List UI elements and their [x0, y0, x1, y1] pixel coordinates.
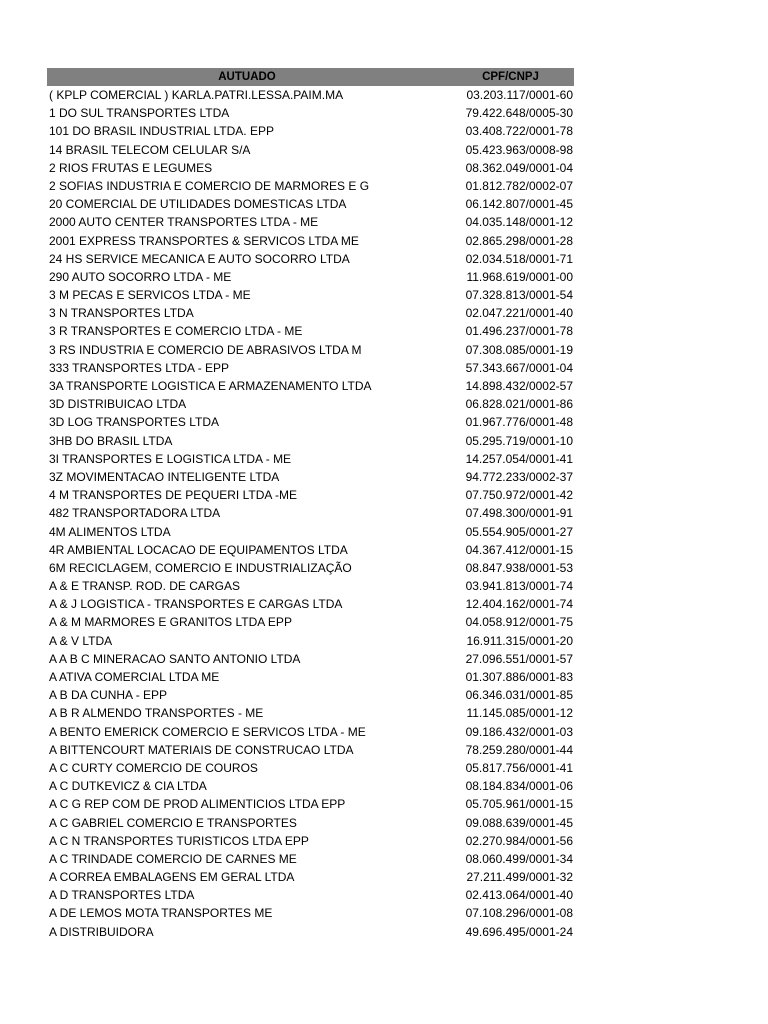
table-row — [47, 141, 574, 159]
table-row — [47, 232, 574, 250]
autuado-cell: 3 R TRANSPORTES E COMERCIO LTDA - ME — [49, 324, 303, 339]
table-row — [47, 795, 574, 813]
autuado-cell: 101 DO BRASIL INDUSTRIAL LTDA. EPP — [49, 124, 274, 139]
table-row — [47, 450, 574, 468]
autuado-cell: 2 SOFIAS INDUSTRIA E COMERCIO DE MARMORES E G — [49, 178, 370, 193]
cpf-cnpj-cell: 03.408.722/0001-78 — [465, 124, 573, 139]
table-row — [47, 104, 574, 122]
autuado-cell: A C DUTKEVICZ & CIA LTDA — [49, 779, 207, 794]
cpf-cnpj-cell: 02.047.221/0001-40 — [465, 306, 573, 321]
autuado-cell: 24 HS SERVICE MECANICA E AUTO SOCORRO LTDA — [49, 251, 350, 266]
cpf-cnpj-cell: 09.088.639/0001-45 — [465, 815, 573, 830]
table-row — [47, 886, 574, 904]
autuado-cell: A DISTRIBUIDORA — [49, 924, 154, 939]
table-row — [47, 413, 574, 431]
table-row — [47, 741, 574, 759]
autuado-cell: A C N TRANSPORTES TURISTICOS LTDA EPP — [49, 833, 309, 848]
table-row — [47, 523, 574, 541]
autuado-cell: 2000 AUTO CENTER TRANSPORTES LTDA - ME — [49, 215, 319, 230]
table-row — [47, 359, 574, 377]
cpf-cnpj-cell: 07.498.300/0001-91 — [465, 506, 573, 521]
autuado-cell: A & E TRANSP. ROD. DE CARGAS — [49, 579, 240, 594]
cpf-cnpj-cell: 06.142.807/0001-45 — [465, 197, 573, 212]
cpf-cnpj-cell: 04.367.412/0001-15 — [465, 542, 573, 557]
table-row — [47, 268, 574, 286]
autuado-cell: 3A TRANSPORTE LOGISTICA E ARMAZENAMENTO LTDA — [49, 379, 372, 393]
cpf-cnpj-cell: 02.034.518/0001-71 — [465, 251, 573, 266]
cpf-cnpj-cell: 14.898.432/0002-57 — [465, 379, 573, 393]
table-row — [47, 541, 574, 559]
autuado-cell: A ATIVA COMERCIAL LTDA ME — [49, 670, 220, 684]
cpf-cnpj-cell: 01.812.782/0002-07 — [465, 178, 573, 193]
autuado-cell: 14 BRASIL TELECOM CELULAR S/A — [49, 142, 251, 157]
cpf-cnpj-cell: 07.108.296/0001-08 — [465, 906, 573, 921]
autuado-cell: 2001 EXPRESS TRANSPORTES & SERVICOS LTDA ME — [49, 233, 359, 248]
cpf-cnpj-cell: 79.422.648/0005-30 — [465, 106, 573, 121]
table-row — [47, 650, 574, 668]
autuado-cell: A & V LTDA — [49, 633, 113, 648]
table-row — [47, 341, 574, 359]
cpf-cnpj-cell: 06.828.021/0001-86 — [465, 397, 573, 412]
cpf-cnpj-cell: 08.060.499/0001-34 — [465, 851, 573, 866]
autuado-cell: A C GABRIEL COMERCIO E TRANSPORTES — [49, 815, 297, 830]
table-row — [47, 432, 574, 450]
autuado-cell: 290 AUTO SOCORRO LTDA - ME — [49, 269, 232, 284]
cpf-cnpj-cell: 06.346.031/0001-85 — [465, 688, 573, 703]
table-body — [47, 86, 574, 941]
table-row — [47, 668, 574, 686]
header-autuado: AUTUADO — [218, 71, 276, 83]
cpf-cnpj-cell: 27.211.499/0001-32 — [466, 870, 573, 885]
autuado-cell: ( KPLP COMERCIAL ) KARLA.PATRI.LESSA.PAIM.MA — [49, 88, 344, 102]
table-row — [47, 777, 574, 795]
table-row — [47, 504, 574, 522]
table-row — [47, 759, 574, 777]
table-row — [47, 904, 574, 922]
autuado-cell: 4M ALIMENTOS LTDA — [49, 524, 171, 539]
table-row — [47, 686, 574, 704]
table-row — [47, 577, 574, 595]
header-cpf-cnpj: CPF/CNPJ — [482, 71, 539, 83]
autuado-cell: 3 N TRANSPORTES LTDA — [49, 306, 194, 321]
table-row — [47, 704, 574, 722]
table-row — [47, 923, 574, 941]
autuado-cell: 4R AMBIENTAL LOCACAO DE EQUIPAMENTOS LTDA — [49, 542, 348, 557]
cpf-cnpj-cell: 09.186.432/0001-03 — [465, 724, 573, 739]
table-row — [47, 177, 574, 195]
autuado-cell: 3HB DO BRASIL LTDA — [49, 433, 173, 448]
cpf-cnpj-cell: 08.362.049/0001-04 — [465, 160, 573, 175]
autuado-cell: 1 DO SUL TRANSPORTES LTDA — [49, 106, 230, 121]
cpf-cnpj-cell: 57.343.667/0001-04 — [465, 360, 573, 375]
cpf-cnpj-cell: 07.308.085/0001-19 — [465, 342, 573, 357]
cpf-cnpj-cell: 07.750.972/0001-42 — [465, 488, 573, 503]
autuado-cell: 3D DISTRIBUICAO LTDA — [49, 397, 187, 412]
table-row — [47, 613, 574, 631]
autuado-cell: A DE LEMOS MOTA TRANSPORTES ME — [49, 906, 273, 921]
autuado-cell: A BENTO EMERICK COMERCIO E SERVICOS LTDA - ME — [49, 724, 366, 739]
table-header — [47, 68, 574, 86]
cpf-cnpj-cell: 11.145.085/0001-12 — [466, 706, 573, 721]
cpf-cnpj-cell: 04.035.148/0001-12 — [465, 215, 573, 230]
cpf-cnpj-cell: 12.404.162/0001-74 — [465, 597, 573, 612]
table-row — [47, 723, 574, 741]
autuado-cell: 3Z MOVIMENTACAO INTELIGENTE LTDA — [49, 469, 280, 484]
table-row — [47, 595, 574, 613]
table-row — [47, 86, 574, 104]
table-row — [47, 814, 574, 832]
table-row — [47, 632, 574, 650]
cpf-cnpj-cell: 05.817.756/0001-41 — [465, 760, 573, 775]
autuado-cell: A B R ALMENDO TRANSPORTES - ME — [49, 706, 264, 721]
cpf-cnpj-cell: 78.259.280/0001-44 — [465, 742, 573, 757]
table-row — [47, 832, 574, 850]
table-row — [47, 850, 574, 868]
autuado-cell: A D TRANSPORTES LTDA — [49, 888, 195, 903]
autuado-cell: 482 TRANSPORTADORA LTDA — [49, 506, 221, 521]
table-row — [47, 559, 574, 577]
table-row — [47, 304, 574, 322]
autuado-cell: 333 TRANSPORTES LTDA - EPP — [49, 360, 230, 375]
cpf-cnpj-cell: 02.413.064/0001-40 — [465, 888, 573, 903]
cpf-cnpj-cell: 01.307.886/0001-83 — [465, 670, 573, 684]
autuado-cell: 3 M PECAS E SERVICOS LTDA - ME — [49, 288, 251, 303]
cpf-cnpj-cell: 16.911.315/0001-20 — [466, 633, 573, 648]
cpf-cnpj-cell: 08.184.834/0001-06 — [465, 779, 573, 794]
cpf-cnpj-cell: 04.058.912/0001-75 — [465, 615, 573, 630]
table-row — [47, 486, 574, 504]
autuado-cell: 6M RECICLAGEM, COMERCIO E INDUSTRIALIZAÇÃO — [49, 560, 352, 575]
cpf-cnpj-cell: 49.696.495/0001-24 — [465, 924, 573, 939]
cpf-cnpj-cell: 02.270.984/0001-56 — [465, 833, 573, 848]
cpf-cnpj-cell: 07.328.813/0001-54 — [465, 288, 573, 303]
table-row — [47, 213, 574, 231]
cpf-cnpj-cell: 94.772.233/0002-37 — [465, 469, 573, 484]
table-row — [47, 122, 574, 140]
cpf-cnpj-cell: 27.096.551/0001-57 — [465, 651, 573, 666]
table-row — [47, 468, 574, 486]
autuado-cell: 4 M TRANSPORTES DE PEQUERI LTDA -ME — [49, 488, 298, 503]
cpf-cnpj-cell: 11.968.619/0001-00 — [466, 269, 573, 284]
spreadsheet-table — [47, 68, 574, 941]
autuado-cell: A C CURTY COMERCIO DE COUROS — [49, 760, 258, 775]
cpf-cnpj-cell: 05.295.719/0001-10 — [465, 433, 573, 448]
table-row — [47, 322, 574, 340]
autuado-cell: 3I TRANSPORTES E LOGISTICA LTDA - ME — [49, 451, 292, 466]
table-row — [47, 286, 574, 304]
table-row — [47, 250, 574, 268]
table-row — [47, 195, 574, 213]
autuado-cell: A & J LOGISTICA - TRANSPORTES E CARGAS LTDA — [49, 597, 343, 612]
cpf-cnpj-cell: 01.967.776/0001-48 — [465, 415, 573, 430]
autuado-cell: A C TRINDADE COMERCIO DE CARNES ME — [49, 851, 297, 866]
autuado-cell: 3D LOG TRANSPORTES LTDA — [49, 415, 220, 430]
autuado-cell: A C G REP COM DE PROD ALIMENTICIOS LTDA EPP — [49, 797, 346, 812]
cpf-cnpj-cell: 03.941.813/0001-74 — [465, 579, 573, 594]
autuado-cell: A A B C MINERACAO SANTO ANTONIO LTDA — [49, 651, 301, 666]
cpf-cnpj-cell: 08.847.938/0001-53 — [465, 560, 573, 575]
autuado-cell: A B DA CUNHA - EPP — [49, 688, 168, 703]
autuado-cell: 3 RS INDUSTRIA E COMERCIO DE ABRASIVOS LTDA M — [49, 342, 362, 357]
autuado-cell: A CORREA EMBALAGENS EM GERAL LTDA — [49, 870, 295, 885]
table-row — [47, 395, 574, 413]
cpf-cnpj-cell: 05.554.905/0001-27 — [465, 524, 573, 539]
cpf-cnpj-cell: 14.257.054/0001-41 — [465, 451, 573, 466]
table-row — [47, 377, 574, 395]
autuado-cell: A BITTENCOURT MATERIAIS DE CONSTRUCAO LTDA — [49, 742, 354, 757]
cpf-cnpj-cell: 01.496.237/0001-78 — [465, 324, 573, 339]
cpf-cnpj-cell: 05.705.961/0001-15 — [465, 797, 573, 812]
autuado-cell: 20 COMERCIAL DE UTILIDADES DOMESTICAS LTDA — [49, 197, 347, 212]
cpf-cnpj-cell: 03.203.117/0001-60 — [466, 88, 573, 102]
table-row — [47, 868, 574, 886]
cpf-cnpj-cell: 05.423.963/0008-98 — [465, 142, 573, 157]
cpf-cnpj-cell: 02.865.298/0001-28 — [465, 233, 573, 248]
table-row — [47, 159, 574, 177]
autuado-cell: A & M MARMORES E GRANITOS LTDA EPP — [49, 615, 292, 630]
autuado-cell: 2 RIOS FRUTAS E LEGUMES — [49, 160, 213, 175]
